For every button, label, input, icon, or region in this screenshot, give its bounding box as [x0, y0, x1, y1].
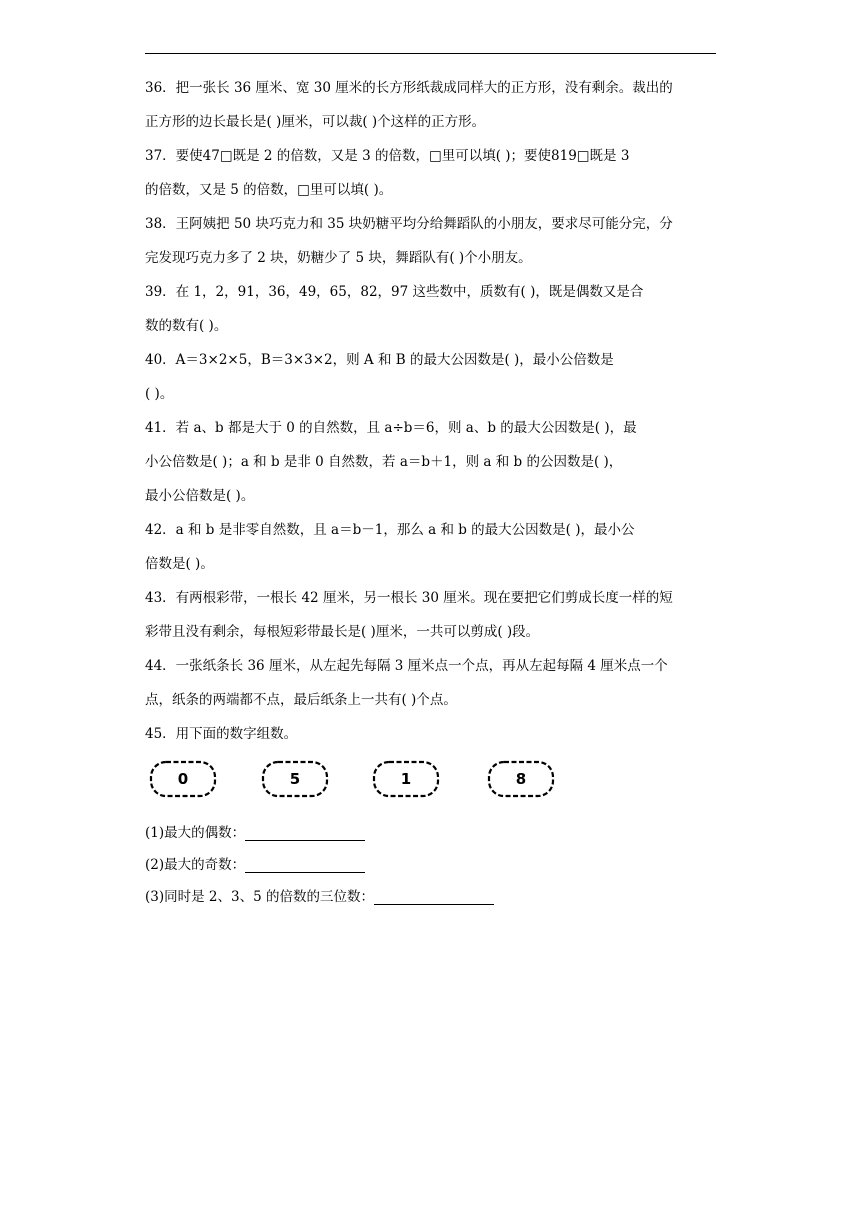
q45-title: 45．用下面的数字组数。 — [145, 726, 298, 742]
q45-part-2 — [145, 849, 717, 881]
digit-card — [149, 759, 217, 799]
q44-line-1: 44．一张纸条长 36 厘米，从左起先每隔 3 厘米点一个点，再从左起每隔 4 厘米点一个 — [145, 658, 668, 674]
q45-part-3 — [145, 881, 717, 913]
digit-card-label: 8 — [515, 770, 527, 788]
digit-cards — [145, 751, 717, 817]
header-rule — [145, 53, 716, 54]
q37-line-1: 37．要使47□既是 2 的倍数，又是 3 的倍数，□里可以填( )；要使819□既是 3 — [145, 148, 630, 164]
q43-line-1: 43．有两根彩带，一根长 42 厘米，另一根长 30 厘米。现在要把它们剪成长度一样的短 — [145, 590, 673, 606]
q41-line-3: 最小公倍数是( )。 — [145, 488, 255, 504]
q38-line-2: 完发现巧克力多了 2 块，奶糖少了 5 块，舞蹈队有( )个小朋友。 — [145, 250, 532, 266]
q41-line-2: 小公倍数是( )；a 和 b 是非 0 自然数，若 a＝b＋1，则 a 和 b 的公因数是( )， — [145, 454, 623, 470]
q45-part-3-label: (3)同时是 2、3、5 的倍数的三位数： — [145, 889, 374, 905]
q42-line-2: 倍数是( )。 — [145, 556, 214, 572]
q41-line-1: 41．若 a、b 都是大于 0 的自然数，且 a÷b＝6，则 a、b 的最大公因数是( )，最 — [145, 420, 637, 436]
q44-line-2: 点，纸条的两端都不点，最后纸条上一共有( )个点。 — [145, 692, 457, 708]
worksheet-content — [145, 71, 717, 913]
digit-card — [261, 759, 329, 799]
q37-line-2: 的倍数，又是 5 的倍数，□里可以填( )。 — [145, 182, 393, 198]
q40-line-1: 40．A＝3×2×5，B＝3×3×2，则 A 和 B 的最大公因数是( )，最小公倍数是 — [145, 352, 614, 368]
answer-blank[interactable] — [245, 822, 365, 841]
q45-part-2-label: (2)最大的奇数： — [145, 857, 246, 873]
digit-card-label: 5 — [289, 770, 301, 788]
q45-part-1-label: (1)最大的偶数： — [145, 825, 246, 841]
digit-card — [372, 759, 440, 799]
q39-line-1: 39．在 1，2，91，36，49，65，82，97 这些数中，质数有( )，既是偶数又是合 — [145, 284, 644, 300]
digit-card — [487, 759, 555, 799]
q45-part-1 — [145, 817, 717, 849]
digit-card-label: 1 — [400, 770, 412, 788]
q36-line-1: 36．把一张长 36 厘米、宽 30 厘米的长方形纸裁成同样大的正方形，没有剩余。裁出的 — [145, 80, 673, 96]
q38-line-1: 38．王阿姨把 50 块巧克力和 35 块奶糖平均分给舞蹈队的小朋友，要求尽可能分完，分 — [145, 216, 673, 232]
answer-blank[interactable] — [245, 854, 365, 873]
q43-line-2: 彩带且没有剩余，每根短彩带最长是( )厘米，一共可以剪成( )段。 — [145, 624, 540, 640]
q40-line-2: ( )。 — [145, 386, 174, 402]
answer-blank[interactable] — [374, 886, 494, 905]
q42-line-1: 42．a 和 b 是非零自然数，且 a＝b－1，那么 a 和 b 的最大公因数是( )，最小公 — [145, 522, 635, 538]
q39-line-2: 数的数有( )。 — [145, 318, 228, 334]
q36-line-2: 正方形的边长最长是( )厘米，可以裁( )个这样的正方形。 — [145, 114, 486, 130]
digit-card-label: 0 — [177, 770, 189, 788]
